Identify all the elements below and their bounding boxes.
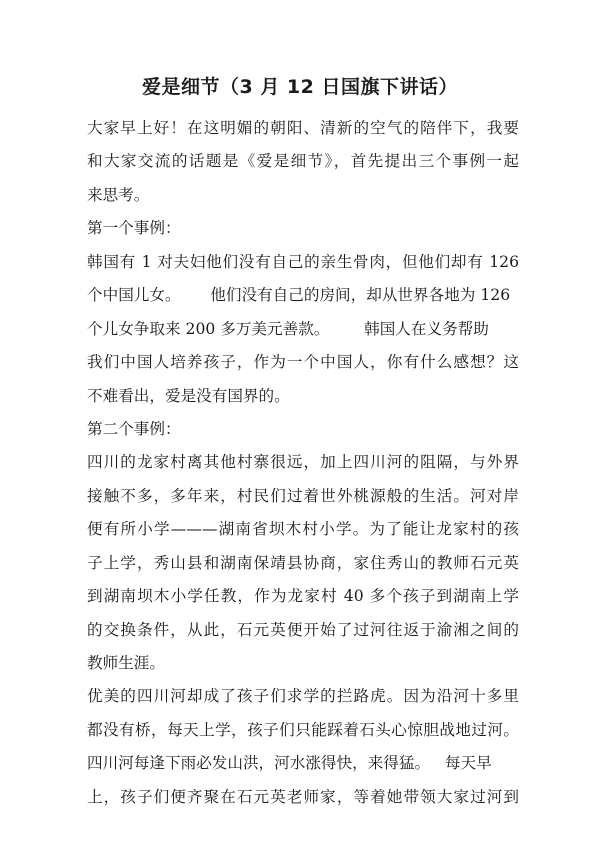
text-line: 四川河每逢下雨必发山洪，河水涨得快，来得猛。 每天早 [87, 754, 492, 773]
text-line: 四川的龙家村离其他村寨很远，加上四川河的阻隔，与外界 [87, 453, 519, 472]
text-line: 韩国有 1 对夫妇他们没有自己的亲生骨肉，但他们却有 126 [87, 252, 519, 271]
text-line: 优美的四川河却成了孩子们求学的拦路虎。因为沿河十多里 [87, 687, 519, 706]
document-body [87, 112, 519, 814]
section-heading: 第二个事例： [87, 419, 181, 438]
text-line: 个中国儿女。 他们没有自己的房间，却从世界各地为 126 [87, 286, 511, 305]
text-line: 教师生涯。 [87, 654, 165, 672]
section-heading: 第一个事例： [87, 219, 181, 238]
text-line: 子上学，秀山县和湖南保靖县协商，家住秀山的教师石元英 [87, 553, 519, 572]
text-line: 的交换条件，从此，石元英便开始了过河往返于渝湘之间的 [87, 620, 519, 639]
document-title: 爱是细节（3 月 12 日国旗下讲话） [141, 76, 458, 98]
text-line: 接触不多，多年来，村民们过着世外桃源般的生活。河对岸 [87, 486, 519, 505]
text-line: 到湖南坝木小学任教，作为龙家村 40 多个孩子到湖南上学 [87, 587, 519, 606]
text-line: 都没有桥，每天上学，孩子们只能踩着石头心惊胆战地过河。 [87, 720, 519, 739]
text-line: 不难看出，爱是没有国界的。 [87, 386, 290, 405]
text-line: 上，孩子们便齐聚在石元英老师家，等着她带领大家过河到 [87, 787, 519, 806]
text-line: 我们中国人培养孩子，作为一个中国人，你有什么感想？这 [87, 353, 519, 372]
text-line: 和大家交流的话题是《爱是细节》，首先提出三个事例一起 [87, 152, 519, 171]
text-line: 来思考。 [87, 185, 150, 204]
text-line: 大家早上好！在这明媚的朝阳、清新的空气的陪伴下，我要 [87, 119, 519, 137]
text-line: 便有所小学———湖南省坝木村小学。为了能让龙家村的孩 [87, 520, 519, 539]
text-line: 个儿女争取来 200 多万美元善款。 韩国人在义务帮助 [87, 319, 489, 338]
